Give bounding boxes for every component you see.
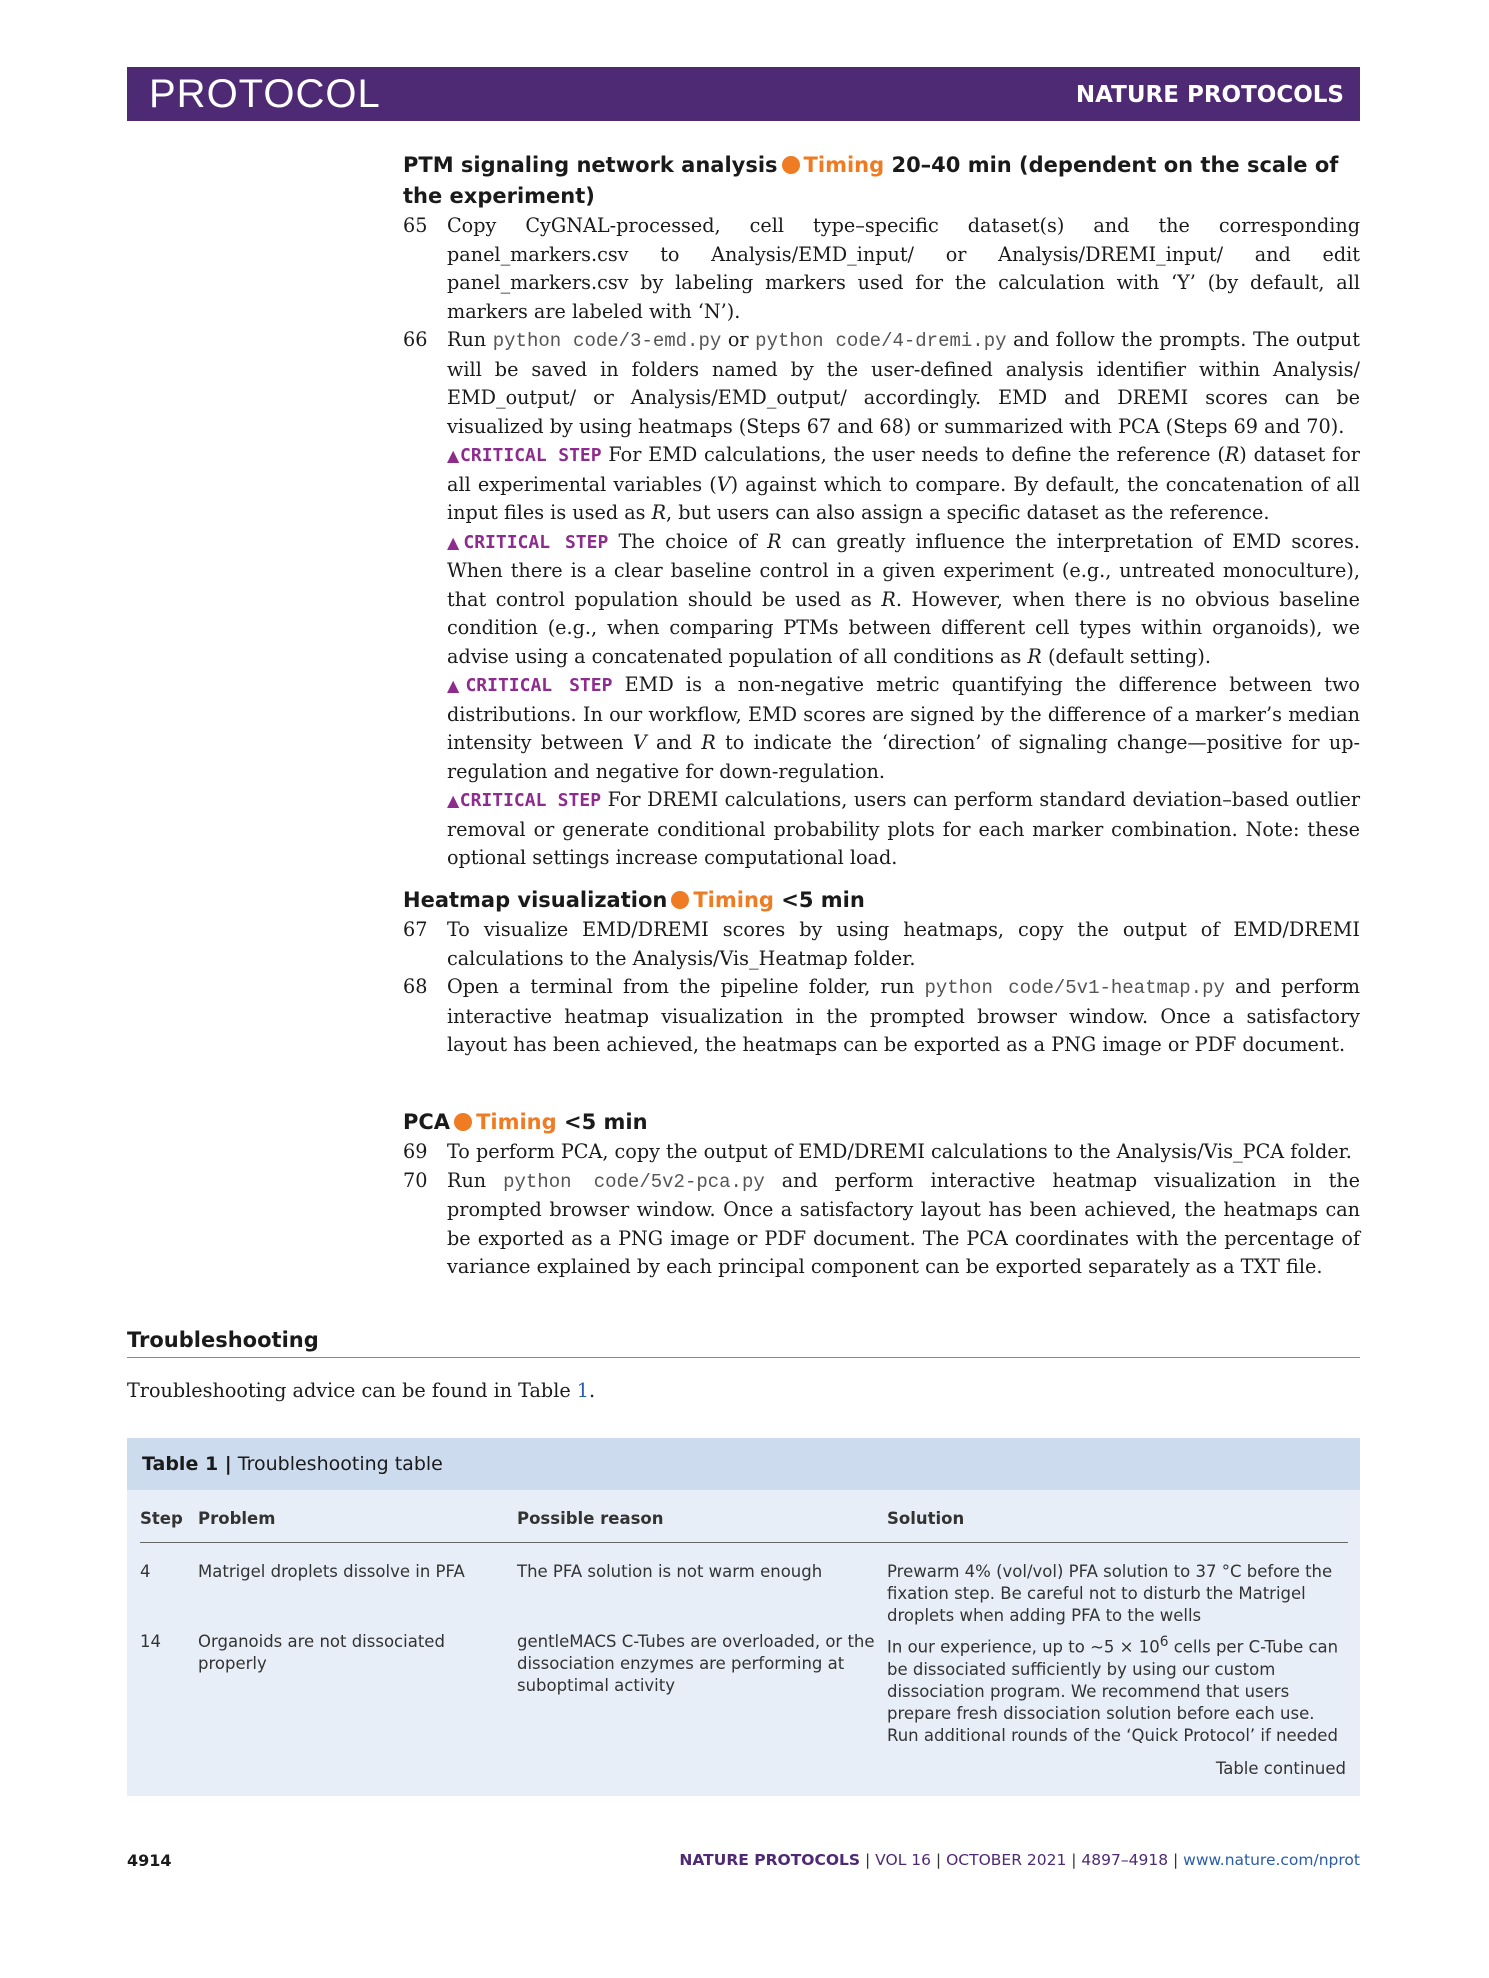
step-text: and perform interactive heatmap visualization in the prompted browser window. Once a satisfactory layout has been achieved, the heatmaps can be exported as a PNG image or PDF document. [447, 975, 1360, 1056]
cell-step: 4 [140, 1562, 151, 1581]
section-heatmap [403, 885, 1360, 1060]
timing-label: Timing [803, 153, 885, 177]
timing-value: 20–40 min (dependent on the scale of the experiment) [403, 153, 1339, 208]
footer-url[interactable]: www.nature.com/nprot [1183, 1851, 1360, 1869]
step-number: 66 [403, 328, 428, 351]
troubleshooting-table [127, 1438, 1360, 1796]
solution-text: In our experience, up to ~5 × 10 [887, 1637, 1160, 1657]
step-text: Run [447, 328, 493, 351]
critical-text: , but users can also assign a specific dataset as the reference. [666, 501, 1270, 524]
table-row [140, 1627, 1348, 1747]
cell-problem: Matrigel droplets dissolve in PFA [198, 1562, 465, 1581]
critical-label: CRITICAL STEP [460, 445, 602, 466]
section-ptm-analysis [403, 150, 1360, 873]
footer-citation: NATURE PROTOCOLS | VOL 16 | OCTOBER 2021 | 4897–4918 | www.nature.com/nprot [679, 1851, 1360, 1869]
timing-value: <5 min [563, 1110, 648, 1134]
code-snippet: python code/5v1-heatmap.py [924, 977, 1225, 999]
step-text: and follow the prompts. The output will be saved in folders named by the user-defined analysis identifier within Analysis/ EMD_output/ or Analysis/EMD_output/ accordingly. EMD and DREMI scores can be visualized by using heatmaps (Steps 67 and 68) or summarized with PCA (Steps 69 and 70). [447, 328, 1361, 438]
col-header-problem: Problem [198, 1508, 517, 1543]
footer-journal: NATURE PROTOCOLS [679, 1851, 861, 1869]
critical-label: CRITICAL STEP [459, 790, 602, 811]
cell-step: 14 [140, 1632, 161, 1651]
var-r: R [1224, 443, 1240, 466]
step-text: Open a terminal from the pipeline folder, run [447, 975, 925, 998]
cell-problem: Organoids are not dissociated properly [198, 1632, 445, 1673]
critical-step-3 [403, 671, 1360, 786]
var-v: V [716, 472, 731, 496]
step-number: 68 [403, 975, 428, 998]
var-r: R [701, 731, 716, 754]
step-text: and perform interactive heatmap visualization in the prompted browser window. Once a satisfactory layout has been achieved, the heatmaps can be exported as a PNG image or PDF document. The PCA coordinates with the percentage of variance explained by each principal component can be exported separately as a TXT file. [447, 1168, 1360, 1278]
section-title: Heatmap visualization [403, 888, 668, 912]
critical-text: can greatly influence the interpretation of EMD scores. When there is a clear baseline control in a given experiment (e.g., untreated monoculture), that control population should be used as [447, 529, 1360, 611]
timing-value: <5 min [781, 888, 865, 912]
table-row [140, 1543, 1348, 1628]
section-heading [403, 1107, 1360, 1138]
cell-solution [887, 1627, 1348, 1747]
col-header-solution: Solution [887, 1508, 1348, 1543]
timing-dot-icon [671, 891, 689, 909]
article-type: PROTOCOL [149, 72, 381, 116]
timing-dot-icon [454, 1113, 472, 1131]
troubleshooting-sentence: Troubleshooting advice can be found in Table [127, 1379, 577, 1402]
critical-text: ) against which to compare. By default, the concatenation of all input files is used as [447, 472, 1360, 524]
cell-solution: Prewarm 4% (vol/vol) PFA solution to 37 °C before the fixation step. Be careful not to disturb the Matrigel droplets when adding PFA to the wells [887, 1562, 1333, 1625]
code-snippet: python code/5v2-pca.py [503, 1170, 765, 1193]
critical-step-1 [403, 441, 1360, 528]
cell-reason: The PFA solution is not warm enough [517, 1562, 823, 1581]
header-bar [127, 67, 1360, 121]
critical-text: ) dataset for all experimental variables ( [447, 443, 1360, 496]
table-grid [140, 1508, 1348, 1747]
step-text: To visualize EMD/DREMI scores by using heatmaps, copy the output of EMD/DREMI calculations to the Analysis/Vis_Heatmap folder. [447, 918, 1360, 970]
solution-text: cells per C-Tube can be dissociated sufficiently by using our custom dissociation program. We recommend that users prepare fresh dissociation solution before each use. Run additional rounds of the ‘Quick Protocol’ if needed [887, 1637, 1339, 1745]
table-number: Table 1 | [142, 1453, 232, 1475]
col-header-reason: Possible reason [517, 1508, 887, 1543]
step-number: 65 [403, 214, 428, 237]
critical-text: For DREMI calculations, users can perform standard deviation–based outlier removal or generate conditional probability plots for each marker combination. Note: these optional settings increase computational load. [447, 788, 1361, 869]
code-snippet: python code/3-emd.py [492, 330, 722, 352]
step-text: or [721, 328, 756, 351]
var-r: R [1027, 644, 1042, 668]
critical-text: to indicate the ‘direction’ of signaling change—positive for up-regulation and negative for down-regulation. [447, 731, 1360, 783]
section-pca [403, 1107, 1360, 1282]
warning-triangle-icon: ▲ [447, 676, 466, 695]
code-snippet: python code/4-dremi.py [755, 330, 1007, 352]
critical-label: CRITICAL STEP [465, 675, 613, 696]
table-link[interactable]: 1 [576, 1379, 590, 1402]
warning-triangle-icon: ▲ [447, 446, 461, 465]
section-heading [403, 885, 1360, 916]
col-header-step: Step [140, 1508, 198, 1543]
var-r: R [881, 587, 896, 611]
timing-label: Timing [693, 888, 774, 912]
var-r: R [767, 529, 782, 553]
section-title: PCA [403, 1110, 451, 1134]
troubleshooting-text [127, 1377, 595, 1405]
critical-text: For EMD calculations, the user needs to define the reference ( [608, 443, 1225, 466]
critical-text: (default setting). [1041, 644, 1211, 668]
critical-step-2 [403, 528, 1360, 672]
step-text: Copy CyGNAL-processed, cell type–specific dataset(s) and the corresponding panel_markers.csv to Analysis/EMD_input/ or Analysis/DREMI_input/ and edit panel_markers.csv by labeling markers used for the calculation with ‘Y’ (by default, all markers are labeled with ‘N’). [447, 214, 1360, 323]
var-r: R [651, 501, 667, 524]
step-68 [403, 973, 1360, 1060]
step-69 [403, 1138, 1360, 1167]
troubleshooting-heading: Troubleshooting [127, 1326, 1360, 1358]
var-v: V [632, 731, 647, 754]
superscript: 6 [1159, 1634, 1169, 1650]
critical-text: The choice of [618, 529, 768, 553]
step-number: 69 [403, 1140, 428, 1163]
step-text: Run [447, 1168, 504, 1192]
footer-pages: 4897–4918 [1081, 1851, 1169, 1869]
step-66 [403, 326, 1360, 441]
footer-volume: VOL 16 [875, 1851, 931, 1869]
step-number: 70 [403, 1168, 428, 1192]
warning-triangle-icon: ▲ [447, 532, 464, 552]
timing-dot-icon [782, 156, 800, 174]
table-header-row [140, 1508, 1348, 1543]
critical-text: EMD is a non-negative metric quantifying the difference between two distributions. In our workflow, EMD scores are signed by the difference of a marker’s median intensity between [447, 673, 1360, 754]
table-caption: Troubleshooting table [231, 1453, 443, 1475]
critical-step-4 [403, 786, 1360, 873]
warning-triangle-icon: ▲ [447, 791, 460, 810]
step-text: To perform PCA, copy the output of EMD/DREMI calculations to the Analysis/Vis_PCA folder. [447, 1140, 1352, 1163]
critical-text: . However, when there is no obvious baseline condition (e.g., when comparing PTMs between different cell types within organoids), we advise using a concatenated population of all conditions as [447, 587, 1361, 668]
cell-reason: gentleMACS C-Tubes are overloaded, or the dissociation enzymes are performing at suboptimal activity [517, 1632, 875, 1695]
journal-name: NATURE PROTOCOLS [1075, 82, 1344, 108]
critical-label: CRITICAL STEP [463, 531, 609, 553]
section-title: PTM signaling network analysis [403, 153, 778, 177]
page-number: 4914 [127, 1851, 172, 1870]
footer-date: OCTOBER 2021 [946, 1851, 1067, 1869]
section-heading [403, 150, 1360, 212]
timing-label: Timing [476, 1110, 557, 1134]
table-title [127, 1438, 1360, 1490]
step-number: 67 [403, 918, 428, 941]
table-continued-note: Table continued [1215, 1759, 1346, 1778]
step-67 [403, 916, 1360, 973]
step-65 [403, 212, 1360, 326]
critical-text: and [646, 731, 702, 754]
step-70 [403, 1167, 1360, 1282]
troubleshooting-sentence-end: . [589, 1379, 596, 1402]
